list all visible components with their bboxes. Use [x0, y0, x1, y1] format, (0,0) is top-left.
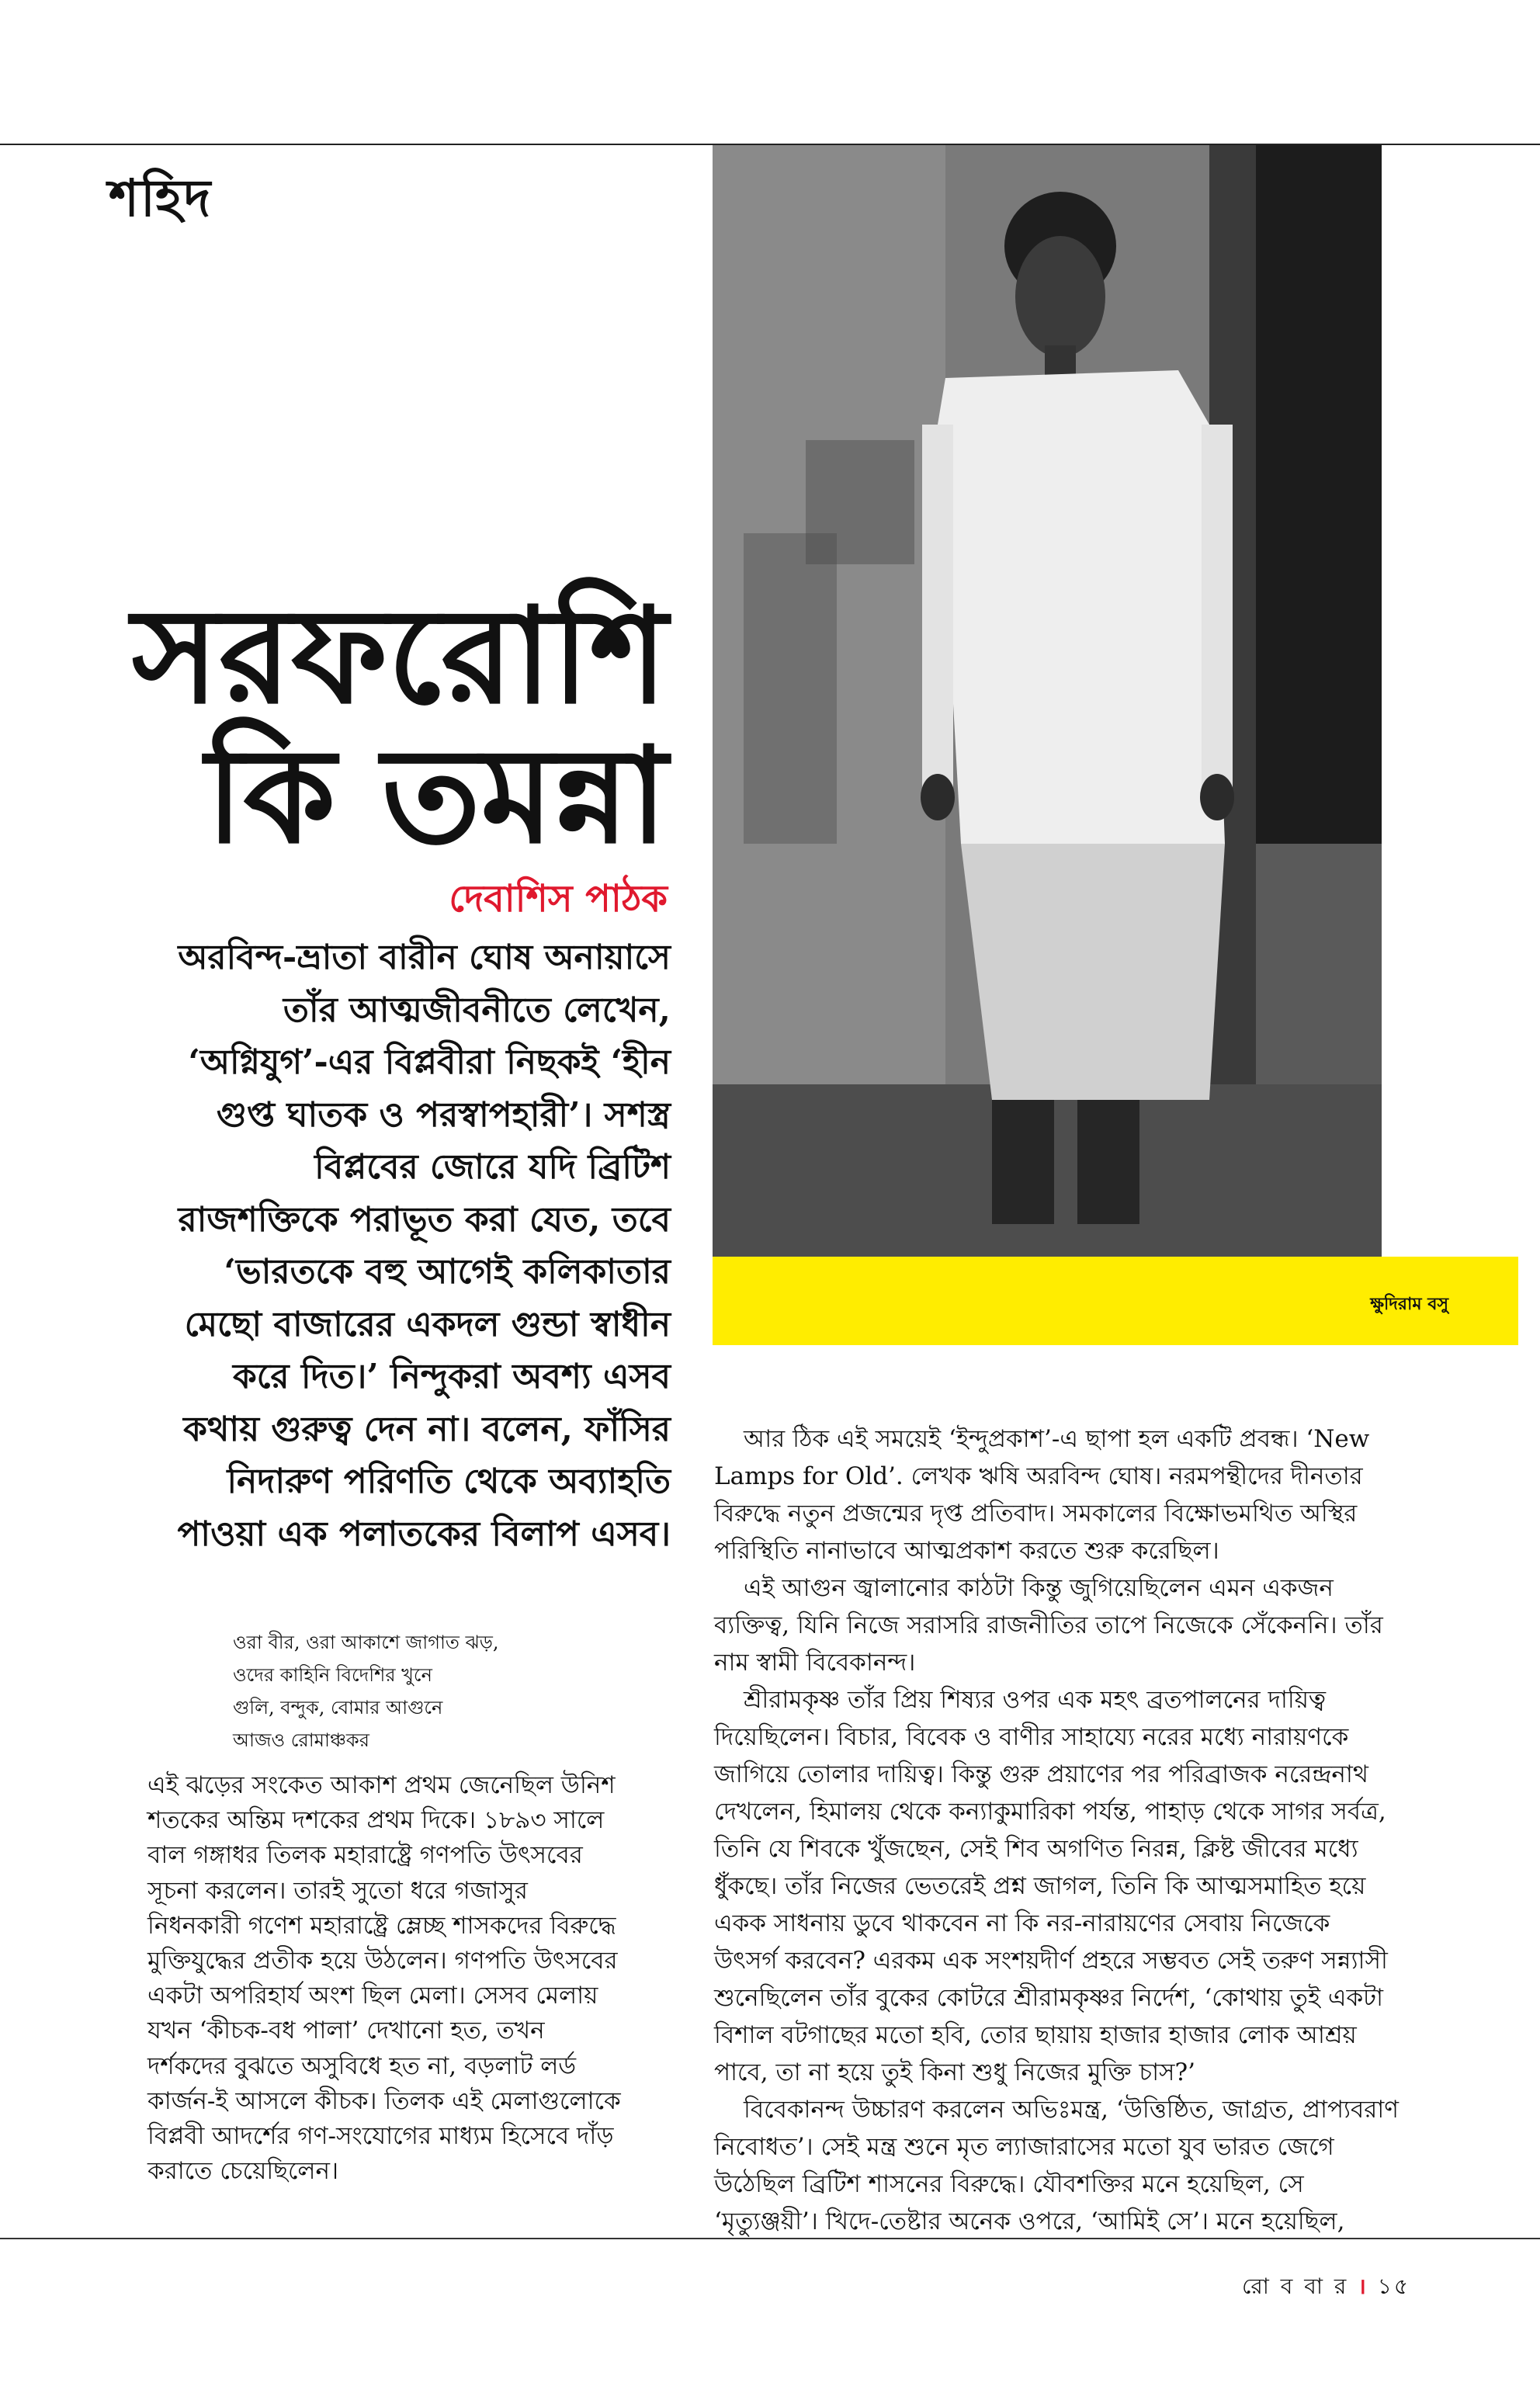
- body-line: শুনেছিলেন তাঁর বুকের কোটরে শ্রীরামকৃষ্ণর নির্দেশ, ‘কোথায় তুই একটা: [714, 1984, 1384, 2012]
- intro-line: গুপ্ত ঘাতক ও পরস্বাপহারী’। সশস্ত্র: [216, 1094, 671, 1135]
- body-line: বিপ্লবী আদর্শের গণ-সংযোগের মাধ্যম হিসেবে দাঁড়: [147, 2122, 614, 2151]
- body-line: নাম স্বামী বিবেকানন্দ।: [714, 1649, 916, 1677]
- body-line: জাগিয়ে তোলার দায়িত্ব। কিন্তু গুরু প্রয়াণের পর পরিব্রাজক নরেন্দ্রনাথ: [714, 1760, 1368, 1788]
- intro-line: মেছো বাজারের একদল গুন্ডা স্বাধীন: [184, 1304, 671, 1344]
- poem-line: ওরা বীর, ওরা আকাশে জাগাত ঝড়,: [233, 1632, 499, 1653]
- intro-deck: [92, 931, 671, 1560]
- body-line: বাল গঙ্গাধর তিলক মহারাষ্ট্রে গণপতি উৎসবের: [147, 1841, 583, 1870]
- magazine-name: রো ব বা র: [1242, 2273, 1349, 2299]
- intro-line: ‘অগ্নিযুগ’-এর বিপ্লবীরা নিছকই ‘হীন: [188, 1042, 671, 1082]
- body-line: পরিস্থিতি নানাভাবে আত্মপ্রকাশ করতে শুরু করেছিল।: [714, 1537, 1219, 1565]
- intro-line: পাওয়া এক পলাতকের বিলাপ এসব।: [177, 1514, 671, 1554]
- intro-line: তাঁর আত্মজীবনীতে লেখেন,: [283, 990, 671, 1030]
- poem-quote: [233, 1626, 499, 1757]
- body-line: এই ঝড়ের সংকেত আকাশ প্রথম জেনেছিল উনিশ: [147, 1771, 616, 1799]
- body-column-left: [147, 1768, 683, 2189]
- headline-line-2: কি তমন্না: [205, 718, 668, 873]
- photo-caption: ক্ষুদিরাম বসু: [1370, 1294, 1448, 1314]
- body-line: বিবেকানন্দ উচ্চারণ করলেন অভিঃমন্ত্র, ‘উত্তিষ্ঠিত, জাগ্রত, প্রাপ্যবরাণ: [744, 2096, 1400, 2124]
- body-line: যখন ‘কীচক-বধ পালা’ দেখানো হত, তখন: [147, 2017, 545, 2045]
- body-line: বিরুদ্ধে নতুন প্রজন্মের দৃপ্ত প্রতিবাদ। সমকালের বিক্ষোভমথিত অস্থির: [714, 1500, 1358, 1528]
- body-line: একক সাধনায় ডুবে থাকবেন না কি নর-নারায়ণের সেবায় নিজেকে: [714, 1909, 1330, 1937]
- bottom-rule: [0, 2238, 1540, 2239]
- poem-line: ওদের কাহিনি বিদেশির খুনে: [233, 1664, 432, 1686]
- body-line: ব্যক্তিত্ব, যিনি নিজে সরাসরি রাজনীতির তাপে নিজেকে সেঁকেননি। তাঁর: [714, 1611, 1383, 1639]
- body-line: বিশাল বটগাছের মতো হবি, তোর ছায়ায় হাজার হাজার লোক আশ্রয়: [714, 2021, 1357, 2049]
- body-line: ধুঁকছে। তাঁর নিজের ভেতরেই প্রশ্ন জাগল, তিনি কি আত্মসমাহিত হয়ে: [714, 1872, 1366, 1900]
- poem-line: গুলি, বন্দুক, বোমার আগুনে: [233, 1697, 443, 1718]
- portrait-photo: [713, 145, 1382, 1257]
- byline: দেবাশিস পাঠক: [449, 877, 668, 921]
- poem-line: আজও রোমাঞ্চকর: [233, 1729, 369, 1751]
- body-line: নিবোধত’। সেই মন্ত্র শুনে মৃত ল্যাজারাসের মতো যুব ভারত জেগে: [714, 2133, 1334, 2161]
- intro-line: রাজশক্তিকে পরাভূত করা যেত, তবে: [178, 1199, 671, 1240]
- body-line: উৎসর্গ করবেন? এরকম এক সংশয়দীর্ণ প্রহরে সম্ভবত সেই তরুণ সন্ন্যাসী: [714, 1947, 1388, 1975]
- body-line: শ্রীরামকৃষ্ণ তাঁর প্রিয় শিষ্যর ওপর এক মহৎ ব্রতপালনের দায়িত্ব: [744, 1686, 1327, 1714]
- body-line: কার্জন-ই আসলে কীচক। তিলক এই মেলাগুলোকে: [147, 2086, 621, 2115]
- caption-band: [713, 1257, 1518, 1345]
- intro-line: ‘ভারতকে বহু আগেই কলিকাতার: [224, 1252, 671, 1292]
- headline-line-1: সরফরোশি: [131, 578, 668, 734]
- body-line: দিয়েছিলেন। বিচার, বিবেক ও বাণীর সাহায্যে নরের মধ্যে নারায়ণকে: [714, 1723, 1349, 1751]
- body-line: দর্শকদের বুঝতে অসুবিধে হত না, বড়লাট লর্ড: [147, 2051, 577, 2080]
- body-line: নিধনকারী গণেশ মহারাষ্ট্রে ম্লেচ্ছ শাসকদের বিরুদ্ধে: [147, 1911, 616, 1940]
- page-number: ১৫: [1377, 2273, 1411, 2299]
- body-line: এই আগুন জ্বালানোর কাঠটা কিন্তু জুগিয়েছিলেন এমন একজন: [744, 1574, 1334, 1602]
- portrait-illustration: [713, 145, 1382, 1257]
- body-line: দেখলেন, হিমালয় থেকে কন্যাকুমারিকা পর্যন্ত, পাহাড় থেকে সাগর সর্বত্র,: [714, 1798, 1386, 1826]
- page-folio: [1242, 2270, 1410, 2306]
- body-line: পাবে, তা না হয়ে তুই কিনা শুধু নিজের মুক্তি চাস?’: [714, 2058, 1196, 2086]
- body-line: ‘মৃত্যুঞ্জয়ী’। খিদে-তেষ্টার অনেক ওপরে, ‘আমিই সে’। মনে হয়েছিল,: [714, 2207, 1345, 2235]
- intro-line: বিপ্লবের জোরে যদি ব্রিটিশ: [314, 1147, 671, 1187]
- body-line: করাতে চেয়েছিলেন।: [147, 2157, 339, 2186]
- body-line: উঠেছিল ব্রিটিশ শাসনের বিরুদ্ধে। যৌবশক্তির মনে হয়েছিল, সে: [714, 2170, 1304, 2198]
- body-line: একটা অপরিহার্য অংশ ছিল মেলা। সেসব মেলায়: [147, 1982, 598, 2010]
- body-line: Lamps for Old’. লেখক ঋষি অরবিন্দ ঘোষ। নরমপন্থীদের দীনতার: [714, 1462, 1363, 1490]
- body-line: সূচনা করলেন। তারই সুতো ধরে গজাসুর: [147, 1876, 528, 1905]
- intro-line: নিদারুণ পরিণতি থেকে অব্যাহতি: [227, 1462, 671, 1501]
- section-label: শহিদ: [109, 168, 213, 228]
- body-line: শতকের অন্তিম দশকের প্রথম দিকে। ১৮৯৩ সালে: [147, 1806, 605, 1835]
- body-line: আর ঠিক এই সময়েই ‘ইন্দুপ্রকাশ’-এ ছাপা হল একটি প্রবন্ধ। ‘New: [744, 1425, 1370, 1453]
- intro-line: করে দিত।’ নিন্দুকরা অবশ্য এসব: [232, 1357, 671, 1396]
- intro-line: অরবিন্দ-ভ্রাতা বারীন ঘোষ অনায়াসে: [178, 938, 671, 977]
- body-line: তিনি যে শিবকে খুঁজছেন, সেই শিব অগণিত নিরন্ন, ক্লিষ্ট জীবের মধ্যে: [714, 1835, 1358, 1863]
- folio-separator: ।: [1358, 2273, 1368, 2299]
- body-line: মুক্তিযুদ্ধের প্রতীক হয়ে উঠলেন। গণপতি উৎসবের: [147, 1947, 618, 1975]
- intro-line: কথায় গুরুত্ব দেন না। বলেন, ফাঁসির: [183, 1409, 671, 1449]
- body-column-right: [714, 1420, 1459, 2240]
